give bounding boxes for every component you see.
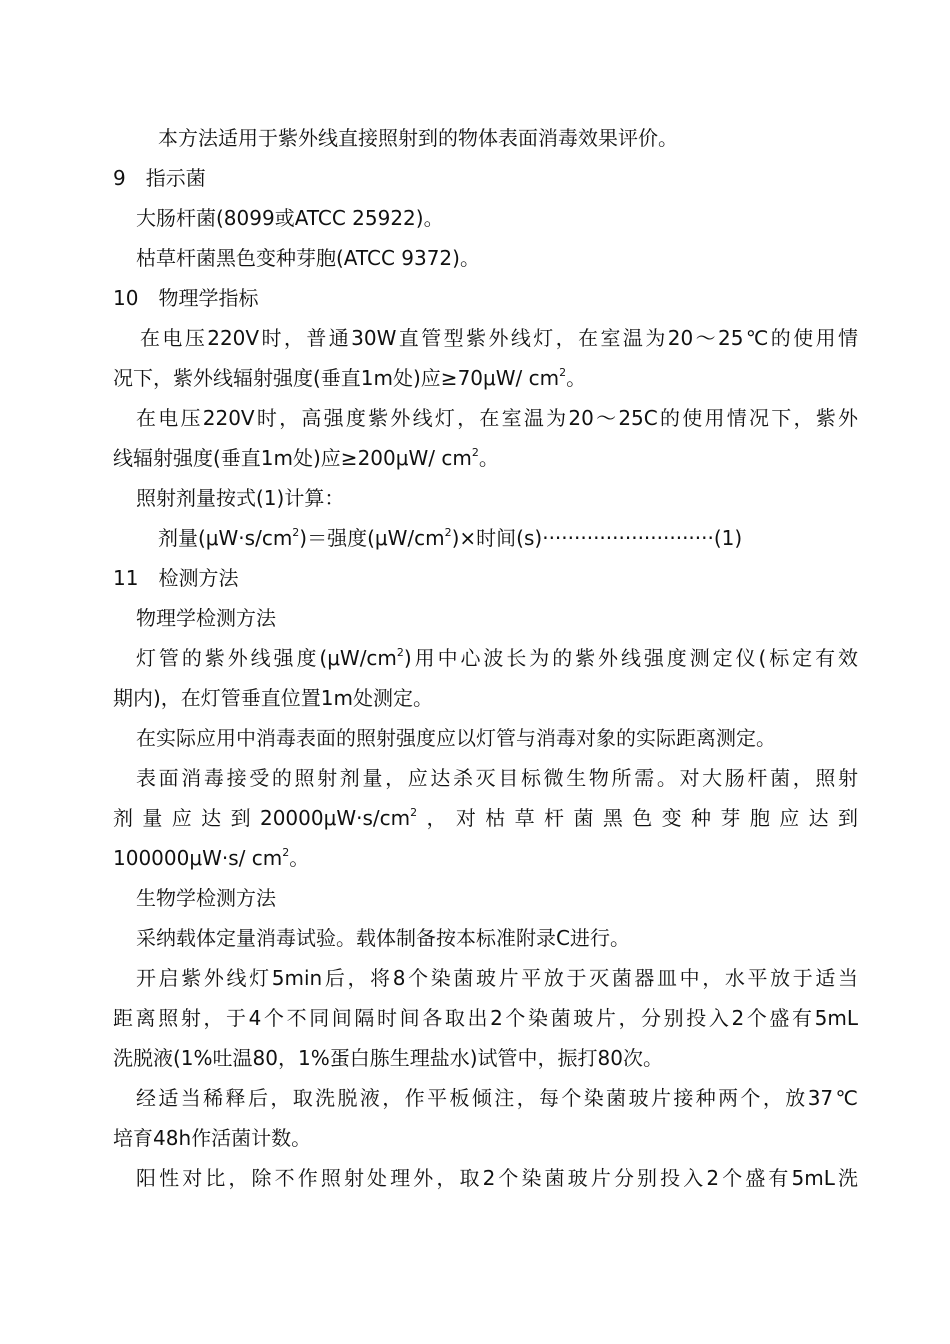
paragraph-normal-lamp-line-2: 况下，紫外线辐射强度(垂直1m处)应≥70μW/ $cm^2$。 (113, 366, 587, 390)
paragraph-high-intensity-lamp-line-1: 在电压220V时，高强度紫外线灯，在室温为20～25C的使用情况下，紫外 (136, 406, 858, 430)
paragraph-practical-measurement: 在实际应用中消毒表面的照射强度应以灯管与消毒对象的实际距离测定。 (136, 726, 776, 750)
paragraph-culture-line-2: 培育48h作活菌计数。 (113, 1126, 312, 1150)
paragraph-procedure-line-3: 洗脱液(1%吐温80，1%蛋白胨生理盐水)试管中，振打80次。 (113, 1046, 663, 1070)
paragraph-lamp-intensity-line-1: 灯管的紫外线强度$(\mu W/cm^2)$用中心波长为的紫外线强度测定仪(标定有效 (136, 646, 858, 670)
paragraph-carrier-test: 采纳载体定量消毒试验。载体制备按本标准附录C进行。 (136, 926, 630, 950)
paragraph-procedure-line-2: 距离照射，于4个不同间隔时间各取出2个染菌玻片，分别投入2个盛有5mL (113, 1006, 858, 1030)
paragraph-dose-requirement-line-3: 100000μW·s/ $cm^2$。 (113, 846, 310, 870)
paragraph-scope: 本方法适用于紫外线直接照射到的物体表面消毒效果评价。 (158, 126, 678, 150)
section-heading-test-methods: 11 检测方法 (113, 566, 239, 590)
paragraph-lamp-intensity-line-2: 期内)，在灯管垂直位置1m处测定。 (113, 686, 434, 710)
dose-formula: 剂量$(\mu W\cdot s/cm^2)=$强度$(\mu W/cm^2)\times$时间(s)···························(1) (158, 526, 743, 550)
paragraph-high-intensity-lamp-line-2: 线辐射强度(垂直1m处)应≥200μW/ $cm^2$。 (113, 446, 499, 470)
paragraph-normal-lamp-line-1: 在电压220V时，普通30W直管型紫外线灯，在室温为20～25℃的使用情 (140, 326, 858, 350)
paragraph-bacillus-subtilis: 枯草杆菌黑色变种芽胞(ATCC 9372)。 (136, 246, 480, 270)
subheading-physical-test-method: 物理学检测方法 (136, 606, 276, 630)
paragraph-positive-control: 阳性对比，除不作照射处理外，取2个染菌玻片分别投入2个盛有5mL洗 (136, 1166, 858, 1190)
section-heading-indicator-bacteria: 9 指示菌 (113, 166, 206, 190)
paragraph-e-coli: 大肠杆菌(8099或ATCC 25922)。 (136, 206, 444, 230)
subheading-biological-test-method: 生物学检测方法 (136, 886, 276, 910)
paragraph-dose-requirement-line-1: 表面消毒接受的照射剂量，应达杀灭目标微生物所需。对大肠杆菌，照射 (136, 766, 858, 790)
paragraph-dose-formula-intro: 照射剂量按式(1)计算： (136, 486, 345, 510)
paragraph-culture-line-1: 经适当稀释后，取洗脱液，作平板倾注，每个染菌玻片接种两个，放37℃ (136, 1086, 858, 1110)
paragraph-dose-requirement-line-2: 剂量应达到$20000\mu W\cdot s/cm^2$，对枯草杆菌黑色变种芽胞应达到 (113, 806, 858, 830)
paragraph-procedure-line-1: 开启紫外线灯5min后，将8个染菌玻片平放于灭菌器皿中，水平放于适当 (136, 966, 858, 990)
section-heading-physical-indicators: 10 物理学指标 (113, 286, 259, 310)
